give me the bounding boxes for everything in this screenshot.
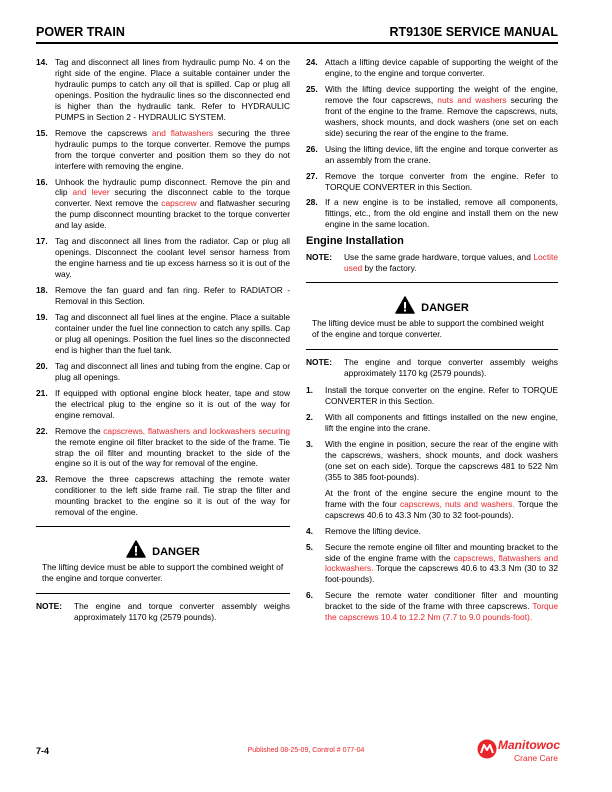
- section-title-header: POWER TRAIN: [36, 25, 125, 39]
- right-column: [306, 57, 558, 628]
- engine-installation-heading: Engine Installation: [306, 235, 404, 248]
- danger-text: The lifting device must be able to support the combined weight of the engine and torque converter.: [42, 562, 284, 584]
- note: NOTE: Use the same grade hardware, torque values, and Loctite used by the factory.: [306, 252, 558, 274]
- step-18: 18. Remove the fan guard and fan ring. Refer to RADIATOR - Removal in this Section.: [36, 285, 290, 307]
- step-20: 20. Tag and disconnect all lines and tubing from the engine. Cap or plug all openings.: [36, 360, 290, 382]
- manitowoc-logo-icon: [476, 738, 498, 760]
- note: NOTE: The engine and torque converter assembly weighs approximately 1170 kg (2579 pounds).: [36, 601, 290, 623]
- danger-callout: [306, 282, 558, 350]
- step-14: 14. Tag and disconnect all lines from hydraulic pump No. 4 on the right side of the engine. Place a suitable container under the hydraulic pumps to catch any oil that is spilled. Cap or plug all openings. Position the hydraulic lines so the disconnected end is higher than the hydraulic tank. Refer to HYDRAULIC PUMPS in Section 2 - HYDRAULIC SYSTEM.: [36, 57, 290, 122]
- step-28: 28. If a new engine is to be installed, remove all components, fittings, etc., from the old engine and install them on the new engine in the same location.: [306, 197, 558, 230]
- install-step-1: 1. Install the torque converter on the engine. Refer to TORQUE CONVERTER in this Section.: [306, 385, 558, 407]
- install-step-2: 2. With all components and fittings installed on the new engine, lift the engine into the crane.: [306, 412, 558, 433]
- revision-text: and flatwashers: [151, 127, 214, 138]
- revision-text: capscrews, flatwashers and lockwashers.: [325, 552, 558, 574]
- install-step-3-paragraph: At the front of the engine secure the engine mount to the frame with the four capscrews, nuts and washers. Torque the capscrews 40.6 to 43.3 Nm (30 to 32 foot-pounds).: [325, 487, 558, 520]
- page-header: [36, 22, 558, 42]
- step-17: 17. Tag and disconnect all lines from the radiator. Cap or plug all openings. Disconnect the coolant level sensor harness from the engine harness and tie up excess harness so it is out of the way.: [36, 236, 290, 280]
- header-divider: [36, 42, 558, 44]
- step-16: 16. Unhook the hydraulic pump disconnect. Remove the pin and clip and lever securing the disconnect cable to the torque converter. Next remove the capscrew and flatwasher securing the pump disconnect mounting bracket to the torque converter and lay aside.: [36, 176, 291, 231]
- install-step-3: 3. With the engine in position, secure the rear of the engine with the capscrews, washers, shock mounts, and dock washers (one set on each side). Torque the capscrews 481 to 522 Nm (355 to 385 foot-pounds). At the front of the engine secure the engine mount to the frame with the four capscrews, nuts and washers. Torque the capscrews 40.6 to 43.3 Nm (30 to 32 foot-pounds).: [306, 438, 558, 520]
- step-26: 26. Using the lifting device, lift the engine and torque converter as an assembly from the crane.: [306, 143, 558, 165]
- danger-heading: DANGER: [421, 302, 469, 315]
- warning-icon: [126, 540, 146, 558]
- logo-wordmark: Manitowoc: [498, 738, 560, 752]
- revision-text: and lever: [72, 187, 110, 198]
- revision-text: Loctite used: [344, 252, 558, 274]
- danger-text: The lifting device must be able to support the combined weight of the engine and torque converter.: [312, 318, 544, 340]
- step-25: 25. With the lifting device supporting the weight of the engine, remove the four capscrews, nuts and washers securing the front of the engine to the frame. Remove the capscrews, nuts, washers, shock mounts, and dock washers (one set on each side) securing the rear of the engine to the frame.: [306, 83, 558, 138]
- manitowoc-logo: [476, 738, 568, 768]
- warning-icon: [395, 296, 415, 314]
- note: NOTE: The engine and torque converter assembly weighs approximately 1170 kg (2579 pounds).: [306, 357, 558, 379]
- revision-text: capscrews, nuts and washers.: [399, 498, 515, 509]
- page-number: 7-4: [36, 746, 50, 756]
- logo-subtitle: Crane Care: [514, 753, 558, 763]
- revision-text: nuts and washers: [437, 94, 507, 105]
- step-24: 24. Attach a lifting device capable of supporting the weight of the engine, to the engine and torque converter.: [306, 57, 558, 78]
- step-21: 21. If equipped with optional engine block heater, tape and stow the electrical plug to the engine so it is out of the way for engine removal.: [36, 387, 290, 420]
- revision-text: capscrew: [161, 198, 197, 209]
- revision-text: Torque the capscrews 10.4 to 12.2 Nm (7.7 to 9.0 pounds-foot).: [325, 601, 558, 623]
- manual-title-header: RT9130E SERVICE MANUAL: [389, 25, 558, 39]
- danger-callout: [36, 526, 290, 594]
- install-step-5: 5. Secure the remote engine oil filter and mounting bracket to the side of the engine frame with the capscrews, flatwashers and lockwashers. Torque the capscrews 40.6 to 43.3 Nm (30 to 32 foot-pounds).: [306, 541, 558, 585]
- step-22: 22. Remove the capscrews, flatwashers and lockwashers securing the remote engine oil filter bracket to the side of the frame. Tie strap the oil filter and mounting bracket to the side of the engine so it is out of the way for removal of the engine.: [36, 425, 290, 469]
- step-23: 23. Remove the three capscrews attaching the remote water conditioner to the left side frame rail. Tie strap the filter and mounting bracket to the engine so it is out of the way for removal of the engine.: [36, 474, 290, 518]
- danger-heading: DANGER: [152, 546, 200, 559]
- publication-info: Published 08-25-09, Control # 077-04: [247, 747, 365, 754]
- install-step-6: 6. Secure the remote water conditioner filter and mounting bracket to the side of the frame with three capscrews. Torque the capscrews 10.4 to 12.2 Nm (7.7 to 9.0 pounds-foot).: [306, 590, 558, 623]
- install-step-4: 4. Remove the lifting device.: [306, 525, 421, 536]
- revision-text: capscrews, flatwashers and lockwashers securing: [103, 425, 290, 436]
- step-15: 15. Remove the capscrews and flatwashers securing the three hydraulic pumps to the torque converter. Remove the pumps from the torque converter and position them so they do not interfere with removing the engine.: [36, 127, 290, 171]
- step-19: 19. Tag and disconnect all fuel lines at the engine. Place a suitable container under the fuel line connection to catch any spills. Cap or plug all openings. Position the fuel lines so the disconnected end is higher than the fuel tank.: [36, 312, 290, 355]
- step-27: 27. Remove the torque converter from the engine. Refer to TORQUE CONVERTER in this Section.: [306, 170, 558, 192]
- left-column: [36, 57, 290, 629]
